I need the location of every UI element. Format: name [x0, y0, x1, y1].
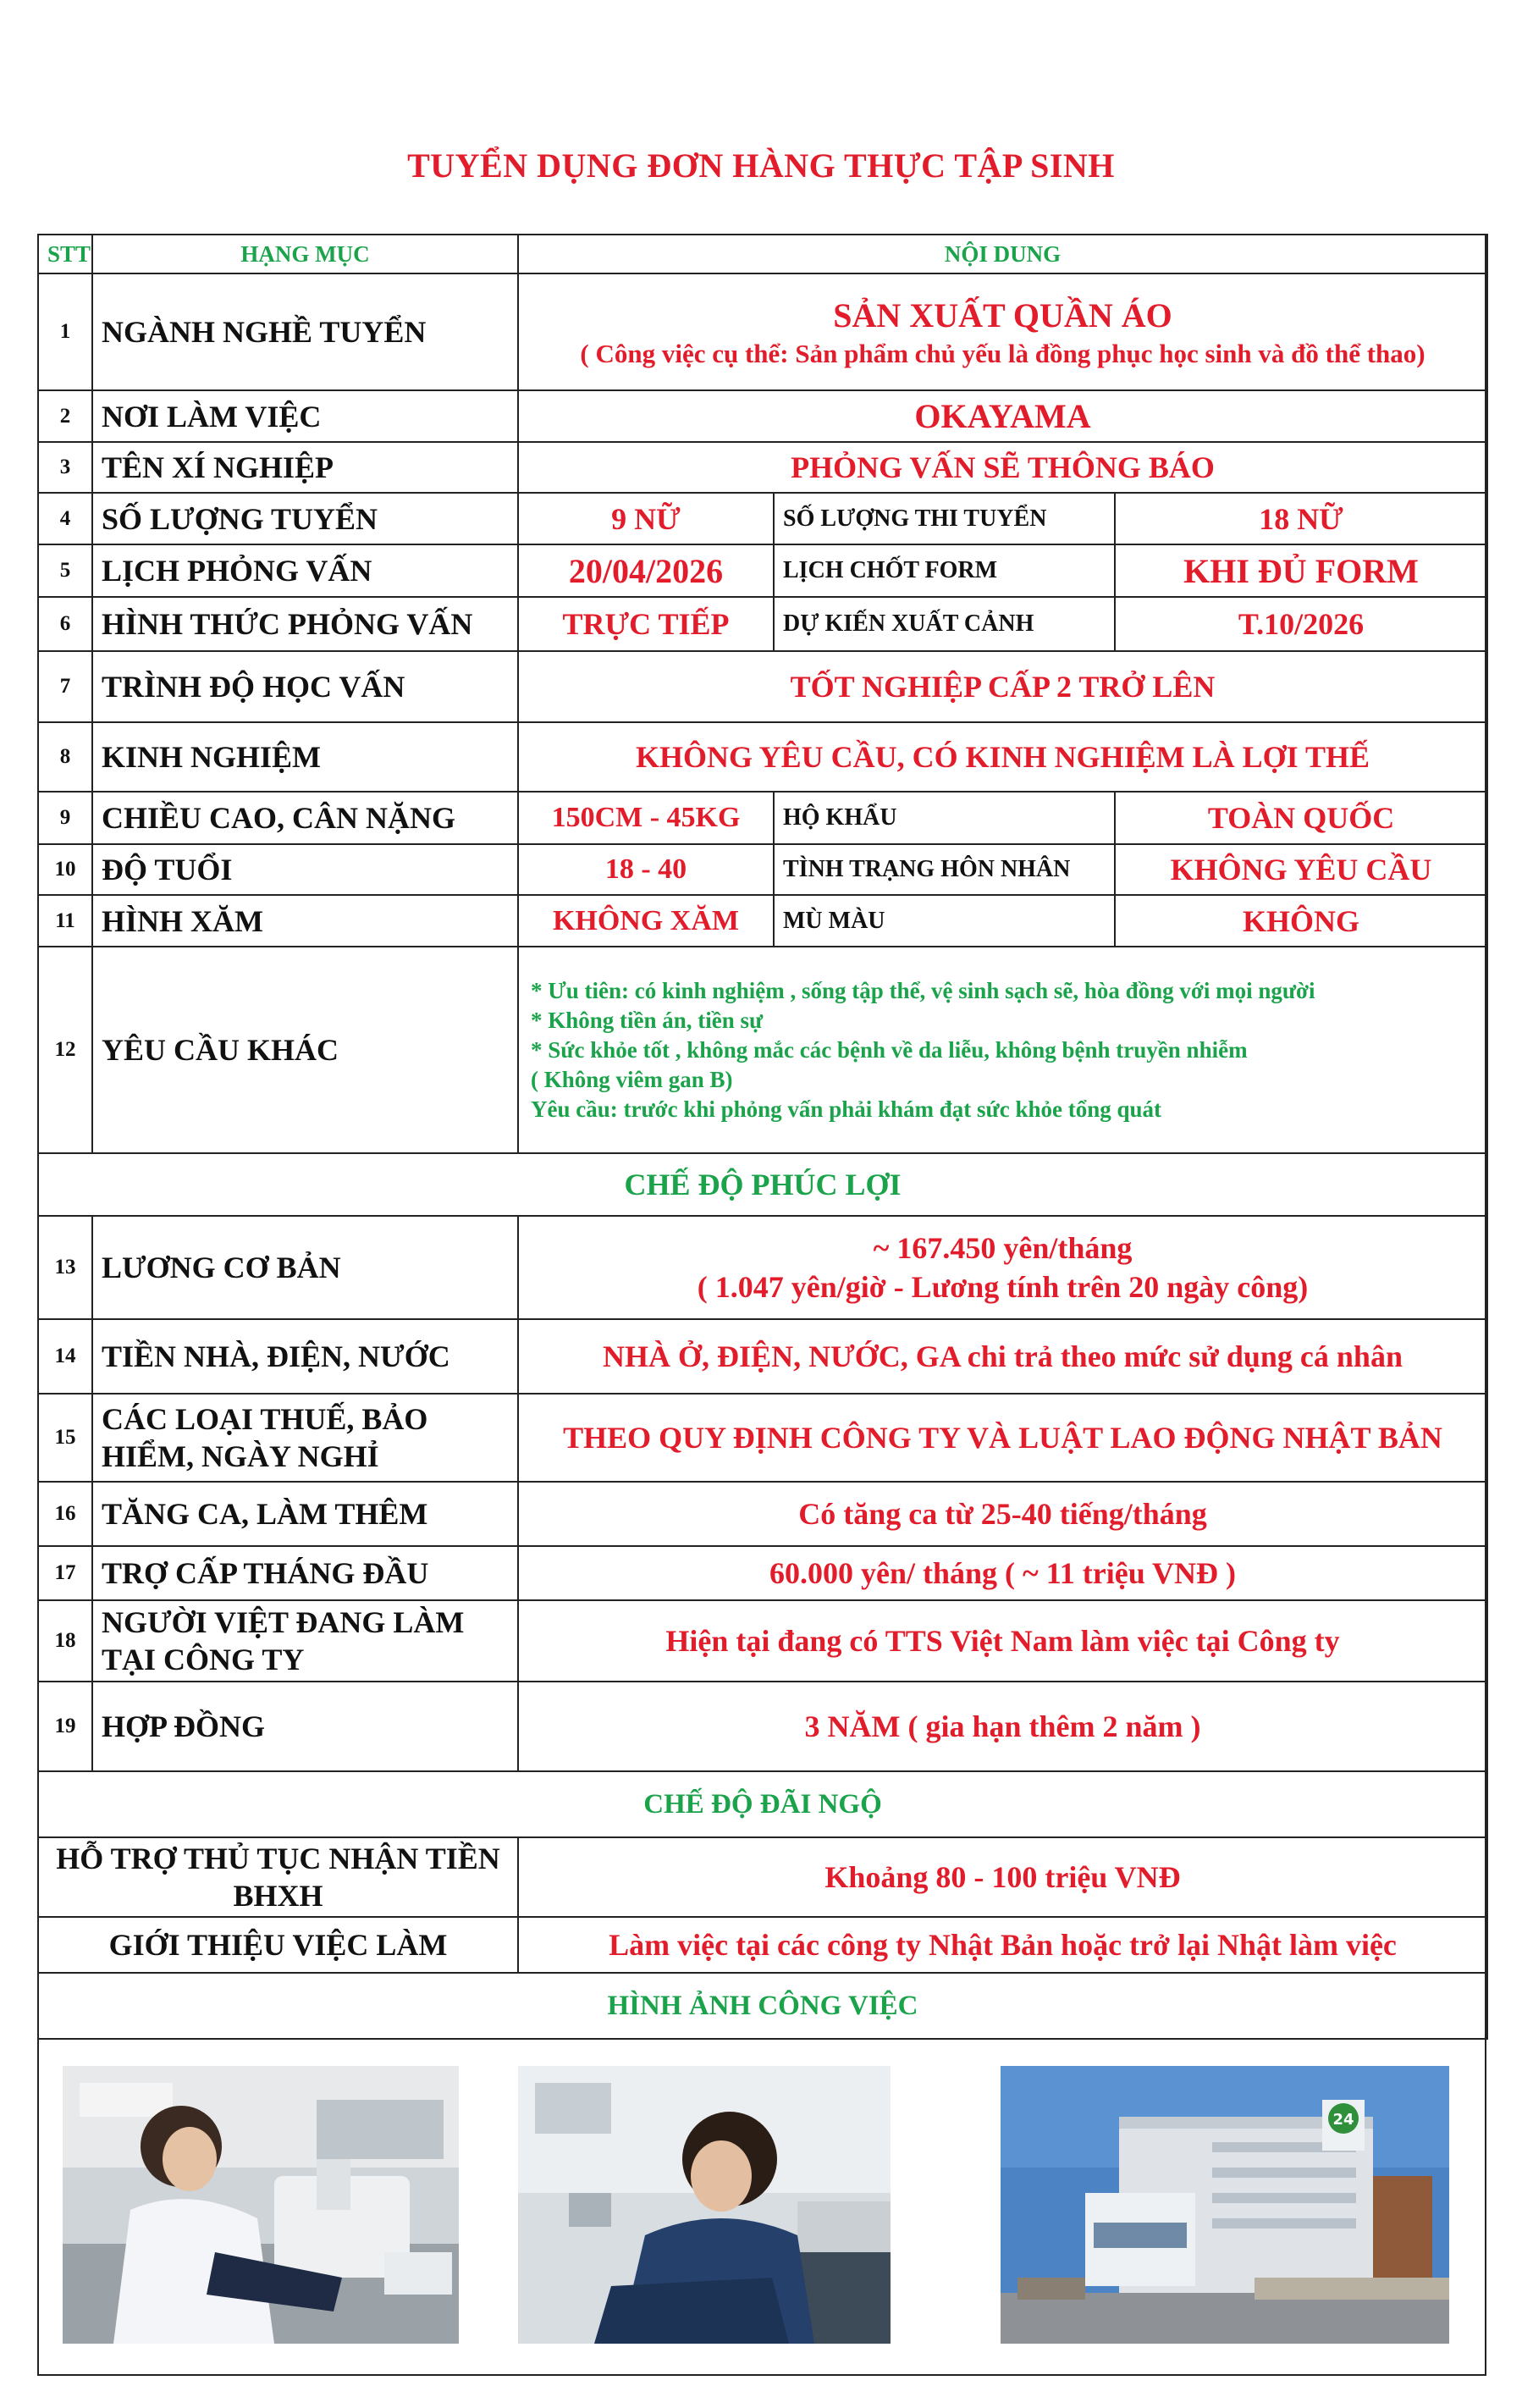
row-label-line: BHXH: [233, 1879, 323, 1913]
row-sub-label: LỊCH CHỐT FORM: [774, 544, 1115, 597]
row-number: 19: [38, 1682, 92, 1771]
other-requirements: [518, 947, 1487, 1153]
row-number: 10: [38, 844, 92, 895]
requirement-line: * Ưu tiên: có kinh nghiệm , sống tập thể, vệ sinh sạch sẽ, hòa đồng với mọi người: [531, 977, 1315, 1003]
row-number: 13: [38, 1216, 92, 1319]
row-value-cell: [518, 1216, 1487, 1319]
row-label-line: TẠI CÔNG TY: [102, 1643, 305, 1676]
row-sub-value: KHÔNG: [1115, 895, 1487, 947]
row-value: 60.000 yên/ tháng ( ~ 11 triệu VNĐ ): [518, 1546, 1487, 1600]
row-value: THEO QUY ĐỊNH CÔNG TY VÀ LUẬT LAO ĐỘNG NHẬT BẢN: [518, 1394, 1487, 1482]
row-value-cell: [518, 273, 1487, 390]
row-number: 14: [38, 1319, 92, 1394]
row-label: GIỚI THIỆU VIỆC LÀM: [38, 1917, 518, 1973]
table-row: [38, 1600, 1487, 1682]
row-label-line: CÁC LOẠI THUẾ, BẢO: [102, 1402, 428, 1436]
header-content: NỘI DUNG: [518, 235, 1487, 273]
requirement-line: Yêu cầu: trước khi phỏng vấn phải khám đạt sức khỏe tổng quát: [531, 1096, 1162, 1122]
row-value: 9 NỮ: [518, 493, 774, 544]
row-number: 9: [38, 792, 92, 844]
row-value: NHÀ Ở, ĐIỆN, NƯỚC, GA chi trả theo mức sử dụng cá nhân: [518, 1319, 1487, 1394]
row-value: SẢN XUẤT QUẦN ÁO: [833, 295, 1172, 334]
table-row: [38, 597, 1487, 651]
row-sub-label: MÙ MÀU: [774, 895, 1115, 947]
table-row: [38, 1319, 1487, 1394]
section-images: HÌNH ẢNH CÔNG VIỆC: [38, 1973, 1487, 2039]
row-value: OKAYAMA: [518, 390, 1487, 442]
row-sub-value: KHI ĐỦ FORM: [1115, 544, 1487, 597]
building-sign-number: 24: [1332, 2111, 1354, 2129]
requirement-line: ( Không viêm gan B): [531, 1066, 733, 1092]
table-row: [38, 844, 1487, 895]
photo-sewing-worker-1: [63, 2066, 459, 2344]
row-sub-value: T.10/2026: [1115, 597, 1487, 651]
section-row: [38, 1771, 1487, 1837]
row-value: PHỎNG VẤN SẼ THÔNG BÁO: [518, 442, 1487, 493]
row-value: TRỰC TIẾP: [518, 597, 774, 651]
row-number: 16: [38, 1482, 92, 1546]
row-label: TIỀN NHÀ, ĐIỆN, NƯỚC: [92, 1319, 518, 1394]
row-label: NƠI LÀM VIỆC: [92, 390, 518, 442]
row-sub-label: TÌNH TRẠNG HÔN NHÂN: [774, 844, 1115, 895]
row-sub-label: DỰ KIẾN XUẤT CẢNH: [774, 597, 1115, 651]
requirement-line: * Không tiền án, tiền sự: [531, 1007, 764, 1033]
row-description: ( Công việc cụ thể: Sản phẩm chủ yếu là đồng phục học sinh và đồ thể thao): [580, 338, 1425, 368]
row-label: NGÀNH NGHỀ TUYỂN: [92, 273, 518, 390]
row-value: KHÔNG XĂM: [518, 895, 774, 947]
table-row: [38, 722, 1487, 792]
row-sub-value: KHÔNG YÊU CẦU: [1115, 844, 1487, 895]
row-label: [92, 1600, 518, 1682]
table-row: [38, 1482, 1487, 1546]
row-value: 3 NĂM ( gia hạn thêm 2 năm ): [518, 1682, 1487, 1771]
row-value: KHÔNG YÊU CẦU, CÓ KINH NGHIỆM LÀ LỢI THẾ: [518, 722, 1487, 792]
row-label: LỊCH PHỎNG VẤN: [92, 544, 518, 597]
row-value: Có tăng ca từ 25-40 tiếng/tháng: [518, 1482, 1487, 1546]
row-label: HÌNH XĂM: [92, 895, 518, 947]
row-label: YÊU CẦU KHÁC: [92, 947, 518, 1153]
table-row: [38, 1917, 1487, 1973]
row-label: CHIỀU CAO, CÂN NẶNG: [92, 792, 518, 844]
row-sub-value: TOÀN QUỐC: [1115, 792, 1487, 844]
row-value: ~ 167.450 yên/tháng: [873, 1231, 1133, 1265]
table-row: [38, 493, 1487, 544]
row-label: TÊN XÍ NGHIỆP: [92, 442, 518, 493]
section-benefits: CHẾ ĐỘ PHÚC LỢI: [38, 1153, 1487, 1216]
table-row: [38, 1394, 1487, 1482]
row-label: LƯƠNG CƠ BẢN: [92, 1216, 518, 1319]
row-label: TĂNG CA, LÀM THÊM: [92, 1482, 518, 1546]
table-row: [38, 895, 1487, 947]
table-row: [38, 442, 1487, 493]
section-treatment: CHẾ ĐỘ ĐÃI NGỘ: [38, 1771, 1487, 1837]
row-sub-label: HỘ KHẨU: [774, 792, 1115, 844]
row-value: Làm việc tại các công ty Nhật Bản hoặc trở lại Nhật làm việc: [518, 1917, 1487, 1973]
table-row: [38, 792, 1487, 844]
table-row: [38, 1216, 1487, 1319]
row-number: 1: [38, 273, 92, 390]
row-label: TRỢ CẤP THÁNG ĐẦU: [92, 1546, 518, 1600]
table-row: [38, 544, 1487, 597]
row-number: 12: [38, 947, 92, 1153]
row-label: HỢP ĐỒNG: [92, 1682, 518, 1771]
row-value: 18 - 40: [518, 844, 774, 895]
photo-sewing-worker-2: [518, 2066, 891, 2344]
row-number: 5: [38, 544, 92, 597]
row-label: KINH NGHIỆM: [92, 722, 518, 792]
table-row: [38, 1546, 1487, 1600]
row-label-line: HỖ TRỢ THỦ TỤC NHẬN TIỀN: [56, 1842, 500, 1875]
row-label: HÌNH THỨC PHỎNG VẤN: [92, 597, 518, 651]
row-label: [38, 1837, 518, 1917]
table-row: [38, 1682, 1487, 1771]
row-number: 15: [38, 1394, 92, 1482]
row-label-line: NGƯỜI VIỆT ĐANG LÀM: [102, 1605, 465, 1639]
section-row: [38, 1973, 1487, 2039]
job-table: [37, 234, 1488, 2040]
row-sub-value: 18 NỮ: [1115, 493, 1487, 544]
work-photos: [0, 2066, 1522, 2345]
page-title: TUYỂN DỤNG ĐƠN HÀNG THỰC TẬP SINH: [407, 146, 1115, 185]
header-stt: STT: [38, 235, 92, 273]
section-row: [38, 1153, 1487, 1216]
row-description: ( 1.047 yên/giờ - Lương tính trên 20 ngày công): [697, 1270, 1309, 1304]
row-value: Hiện tại đang có TTS Việt Nam làm việc tại Công ty: [518, 1600, 1487, 1682]
row-label: TRÌNH ĐỘ HỌC VẤN: [92, 651, 518, 722]
table-row: [38, 273, 1487, 390]
table-row: [38, 390, 1487, 442]
row-number: 18: [38, 1600, 92, 1682]
row-number: 11: [38, 895, 92, 947]
row-sub-label: SỐ LƯỢNG THI TUYỂN: [774, 493, 1115, 544]
row-label: [92, 1394, 518, 1482]
row-label: SỐ LƯỢNG TUYỂN: [92, 493, 518, 544]
header-category: HẠNG MỤC: [92, 235, 518, 273]
table-row: [38, 1837, 1487, 1917]
row-number: 17: [38, 1546, 92, 1600]
photo-factory-building: [1001, 2066, 1449, 2344]
table-row: [38, 651, 1487, 722]
row-number: 6: [38, 597, 92, 651]
row-number: 8: [38, 722, 92, 792]
row-value: 20/04/2026: [518, 544, 774, 597]
requirement-line: * Sức khỏe tốt , không mắc các bệnh về da liễu, không bệnh truyền nhiễm: [531, 1036, 1248, 1063]
row-number: 7: [38, 651, 92, 722]
row-value: TỐT NGHIỆP CẤP 2 TRỞ LÊN: [518, 651, 1487, 722]
row-label-line: HIỂM, NGÀY NGHỈ: [102, 1439, 379, 1473]
row-number: 4: [38, 493, 92, 544]
row-label: ĐỘ TUỔI: [92, 844, 518, 895]
row-value: Khoảng 80 - 100 triệu VNĐ: [518, 1837, 1487, 1917]
table-header: [38, 235, 1487, 273]
row-value: 150CM - 45KG: [518, 792, 774, 844]
row-number: 2: [38, 390, 92, 442]
table-row: [38, 947, 1487, 1153]
row-number: 3: [38, 442, 92, 493]
